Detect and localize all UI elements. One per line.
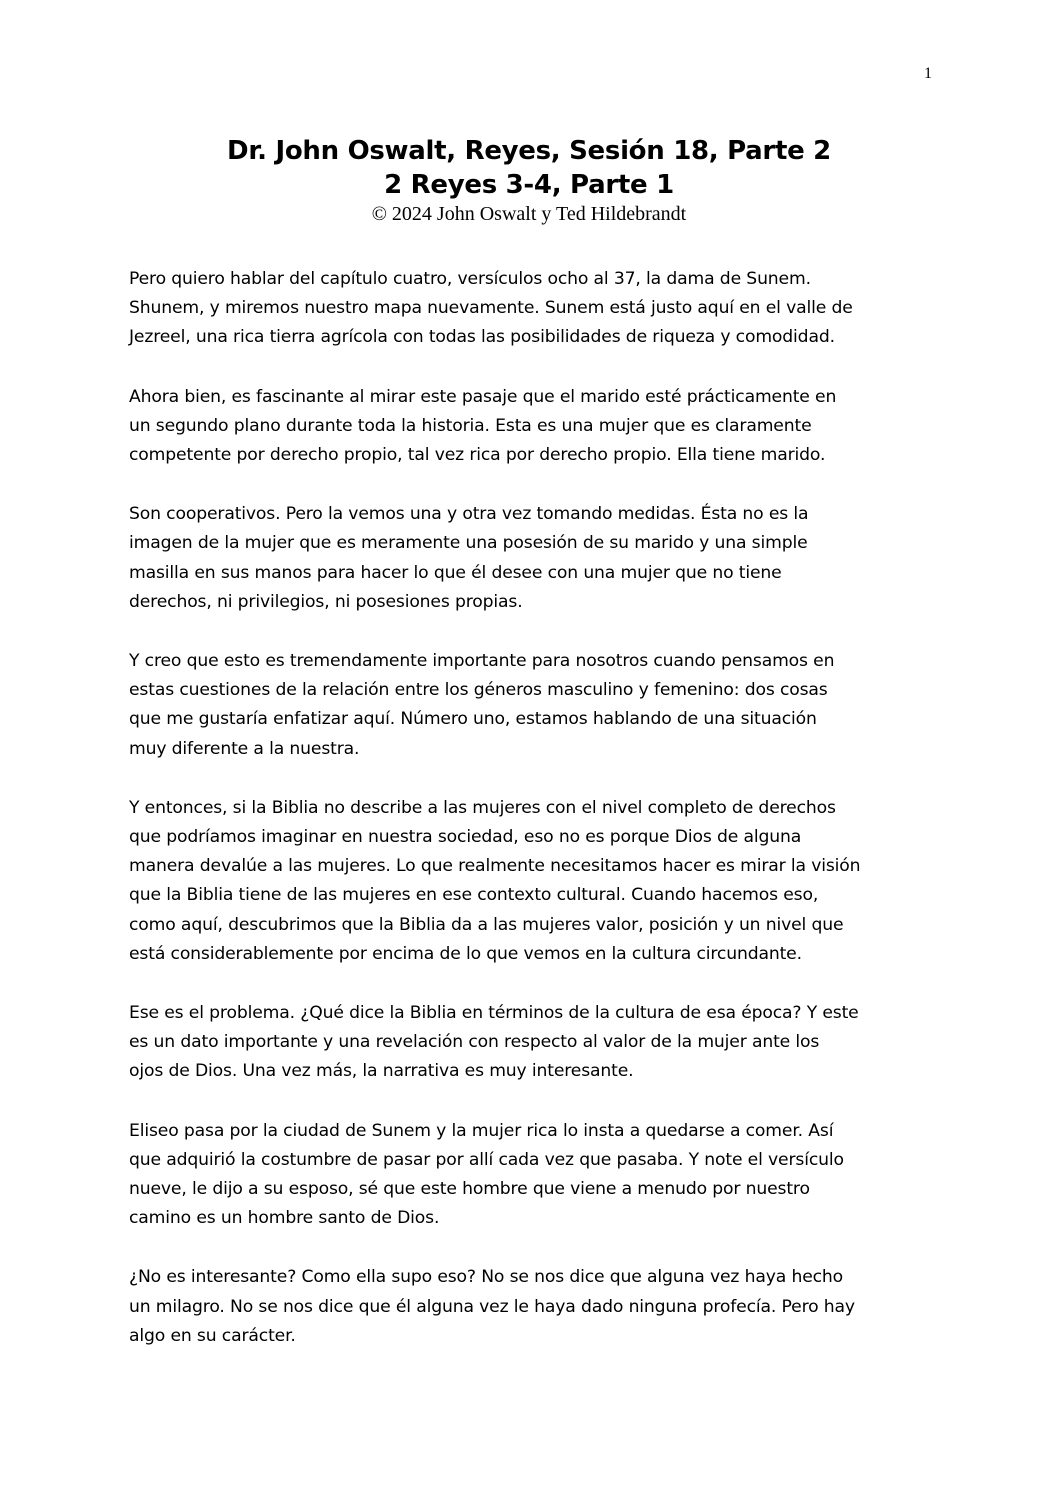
copyright-line: © 2024 John Oswalt y Ted Hildebrandt [371,203,687,225]
paragraph: Y creo que esto es tremendamente importante para nosotros cuando pensamos en estas cuestiones de la relación entre los géneros masculino y femenino: dos cosas que me gustaría enfatizar aquí. Número uno, estamos hablando de una situación muy diferente a la nuestra. [129,651,835,759]
document-body [129,265,939,1381]
page-number: 1 [924,65,932,82]
document-title: Dr. John Oswalt, Reyes, Sesión 18, Parte 2 [227,136,831,166]
paragraph: Pero quiero hablar del capítulo cuatro, versículos ocho al 37, la dama de Sunem. Shunem, y miremos nuestro mapa nuevamente. Sunem está justo aquí en el valle de Jezreel, una rica tierra agrícola con todas las posibilidades de riqueza y comodidad. [129,269,853,348]
document-header [0,134,1058,226]
paragraph: Eliseo pasa por la ciudad de Sunem y la mujer rica lo insta a quedarse a comer. Así que adquirió la costumbre de pasar por allí cada vez que pasaba. Y note el versículo nueve, le dijo a su esposo, sé que este hombre que viene a menudo por nuestro camino es un hombre santo de Dios. [129,1120,844,1229]
paragraph: Y entonces, si la Biblia no describe a las mujeres con el nivel completo de derechos que podríamos imaginar en nuestra sociedad, eso no es porque Dios de alguna manera devalúe a las mujeres. Lo que realmente necesitamos hacer es mirar la visión que la Biblia tiene de las mujeres en ese contexto cultural. Cuando hacemos eso, como aquí, descubrimos que la Biblia da a las mujeres valor, posición y un nivel que está considerablemente por encima de lo que vemos en la cultura circundante. [129,797,861,964]
paragraph: Ahora bien, es fascinante al mirar este pasaje que el marido esté prácticamente en un segundo plano durante toda la historia. Esta es una mujer que es claramente competente por derecho propio, tal vez rica por derecho propio. Ella tiene marido. [129,386,837,466]
paragraph: Ese es el problema. ¿Qué dice la Biblia en términos de la cultura de esa época? Y este es un dato importante y una revelación con respecto al valor de la mujer ante los ojos de Dios. Una vez más, la narrativa es muy interesante. [129,1003,859,1082]
paragraph: ¿No es interesante? Como ella supo eso? No se nos dice que alguna vez haya hecho un milagro. No se nos dice que él alguna vez le haya dado ninguna profecía. Pero hay algo en su carácter. [129,1267,855,1346]
document-subtitle: 2 Reyes 3-4, Parte 1 [384,170,674,200]
paragraph: Son cooperativos. Pero la vemos una y otra vez tomando medidas. Ésta no es la imagen de la mujer que es meramente una posesión de su marido y una simple masilla en sus manos para hacer lo que él desee con una mujer que no tiene derechos, ni privilegios, ni posesiones propias. [129,504,809,612]
